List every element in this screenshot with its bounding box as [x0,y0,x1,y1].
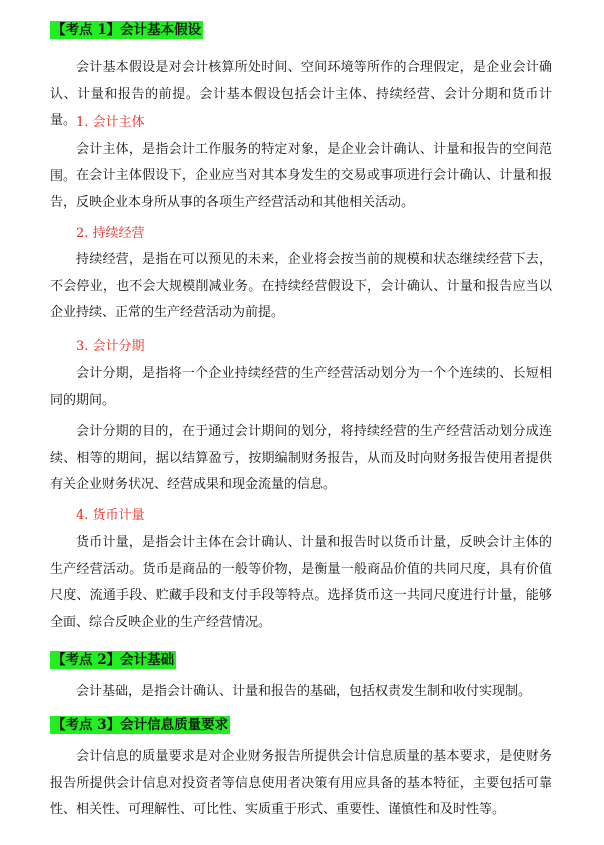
section-2-intro: 会计基础，是指会计确认、计量和报告的基础，包括权责发生制和收付实现制。 [76,684,532,699]
subheading-monetary-measurement: 4. 货币计量 [76,508,145,523]
paragraph: 在会计主体假设下，企业应当对其本身发生的交易或事项进行会计确认、计量和报告，反映企业本身所从事的各项生产经营活动和其他相关活动。 [50,168,552,210]
section-heading-2: 【考点 2】会计基础 [52,652,175,668]
section-heading-3: 【考点 3】会计信息质量要求 [52,717,229,733]
paragraph: 持续经营，是指在可以预见的未来，企业将会按当前的规模和状态继续经营下去，不会停业，也不会大规模削减业务。在持续经营假设下，会计确认、计量和报告应当以企业持续、正常的生产经营活动为前提。 [50,252,552,320]
paragraph: 货币计量，是指会计主体在会计确认、计量和报告时以货币计量，反映会计主体的生产经营活动。货币是商品的一般等价物，是衡量一般商品价值的共同尺度，具有价值尺度、流通手段、贮藏手段和支付手段等特点。选择货币这一共同尺度进行计量，能够全面、综合反映企业的生产经营情况。 [50,535,552,630]
paragraph: 会计分期，是指将一个企业持续经营的生产经营活动划分为一个个连续的、长短相同的期间。 [50,366,552,408]
subheading-going-concern: 2. 持续经营 [76,226,145,241]
section-3-intro: 会计信息的质量要求是对企业财务报告所提供会计信息质量的基本要求，是使财务报告所提供会计信息对投资者等信息使用者决策有用应具备的基本特征，主要包括可靠性、相关性、可理解性、可比性、实质重于形式、重要性、谨慎性和及时性等。 [50,749,552,817]
section-1-intro: 会计基本假设是对会计核算所处时间、空间环境等所作的合理假定，是企业会计确认、计量和报告的前提。会计基本假设包括会计主体、持续经营、会计分期和货币计量。 [50,60,552,128]
subheading-accounting-entity: 1. 会计主体 [76,115,145,130]
paragraph: 会计分期的目的，在于通过会计期间的划分，将持续经营的生产经营活动划分成连续、相等的期间，据以结算盈亏，按期编制财务报告，从而及时向财务报告使用者提供有关企业财务状况、经营成果和现金流量的信息。 [50,424,552,492]
subheading-accounting-period: 3. 会计分期 [76,339,145,354]
paragraph: 会计主体，是指会计工作服务的特定对象，是企业会计确认、计量和报告的空间范围。 [50,142,552,184]
section-heading-1: 【考点 1】会计基本假设 [52,22,202,38]
